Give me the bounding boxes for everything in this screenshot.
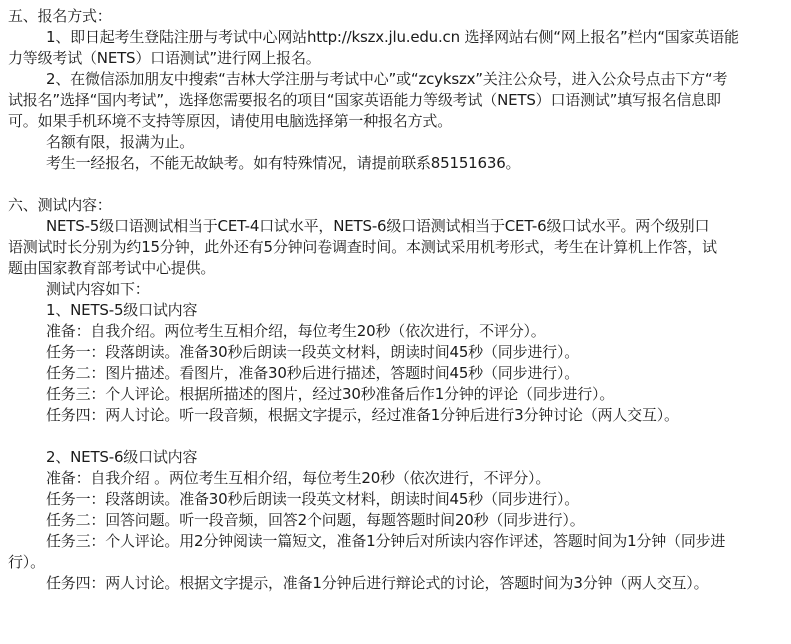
level5-item-task4: 任务四：两人讨论。听一段音频，根据文字提示，经过准备1分钟后进行3分钟讨论（两人交互）。 xyxy=(46,406,679,424)
section6-intro-line1: NETS-5级口语测试相当于CET-4口试水平，NETS-6级口语测试相当于CET-6级口试水平。两个级别口 xyxy=(46,217,710,235)
section5-p1-line1: 1、即日起考生登陆注册与考试中心网站http://kszx.jlu.edu.cn 选择网站右侧“网上报名”栏内“国家英语能 xyxy=(46,28,739,46)
level6-item-task3-cont: 行）。 xyxy=(8,553,45,571)
level5-item-task1: 任务一：段落朗读。准备30秒后朗读一段英文材料，朗读时间45秒（同步进行）。 xyxy=(46,343,580,361)
level6-title: 2、NETS-6级口试内容 xyxy=(46,448,198,466)
section5-p1-line2: 力等级考试（NETS）口语测试”进行网上报名。 xyxy=(8,49,321,67)
section5-p2-line2: 试报名”选择“国内考试”，选择您需要报名的项目“国家英语能力等级考试（NETS）口语测试”填写报名信息即 xyxy=(8,91,721,109)
section5-p2-line3: 可。如果手机环境不支持等原因，请使用电脑选择第一种报名方式。 xyxy=(8,112,453,130)
section5-notice: 考生一经报名，不能无故缺考。如有特殊情况，请提前联系85151636。 xyxy=(46,154,521,172)
level6-item-task2: 任务二：回答问题。听一段音频，回答2个问题，每题答题时间20秒（同步进行）。 xyxy=(46,511,585,529)
content-label: 测试内容如下： xyxy=(46,280,150,298)
level6-item-task4: 任务四：两人讨论。根据文字提示，准备1分钟后进行辩论式的讨论，答题时间为3分钟（两人交互）。 xyxy=(46,574,709,592)
level6-item-prep: 准备：自我介绍 。两位考生互相介绍，每位考生20秒（依次进行，不评分）。 xyxy=(46,469,551,487)
section5-limit: 名额有限，报满为止。 xyxy=(46,133,195,151)
level5-item-prep: 准备：自我介绍。两位考生互相介绍，每位考生20秒（依次进行，不评分）。 xyxy=(46,322,546,340)
section5-heading: 五、报名方式： xyxy=(8,7,112,25)
section6-heading: 六、测试内容： xyxy=(8,196,112,214)
level5-item-task2: 任务二：图片描述。看图片，准备30秒后进行描述，答题时间45秒（同步进行）。 xyxy=(46,364,580,382)
section5-p2-line1: 2、在微信添加朋友中搜索“吉林大学注册与考试中心”或“zcykszx”关注公众号，进入公众号点击下方“考 xyxy=(46,70,728,88)
level6-item-task3: 任务三：个人评论。用2分钟阅读一篇短文，准备1分钟后对所读内容作评述，答题时间为1分钟（同步进 xyxy=(46,532,726,550)
level5-item-task3: 任务三：个人评论。根据所描述的图片，经过30秒准备后作1分钟的评论（同步进行）。 xyxy=(46,385,615,403)
spacer xyxy=(8,174,791,195)
level5-title: 1、NETS-5级口试内容 xyxy=(46,301,198,319)
spacer xyxy=(8,426,791,447)
level6-item-task1: 任务一：段落朗读。准备30秒后朗读一段英文材料，朗读时间45秒（同步进行）。 xyxy=(46,490,580,508)
section6-intro-line2: 语测试时长分别为约15分钟，此外还有5分钟问卷调查时间。本测试采用机考形式，考生在计算机上作答，试 xyxy=(8,238,717,256)
section6-intro-line3: 题由国家教育部考试中心提供。 xyxy=(8,259,216,277)
